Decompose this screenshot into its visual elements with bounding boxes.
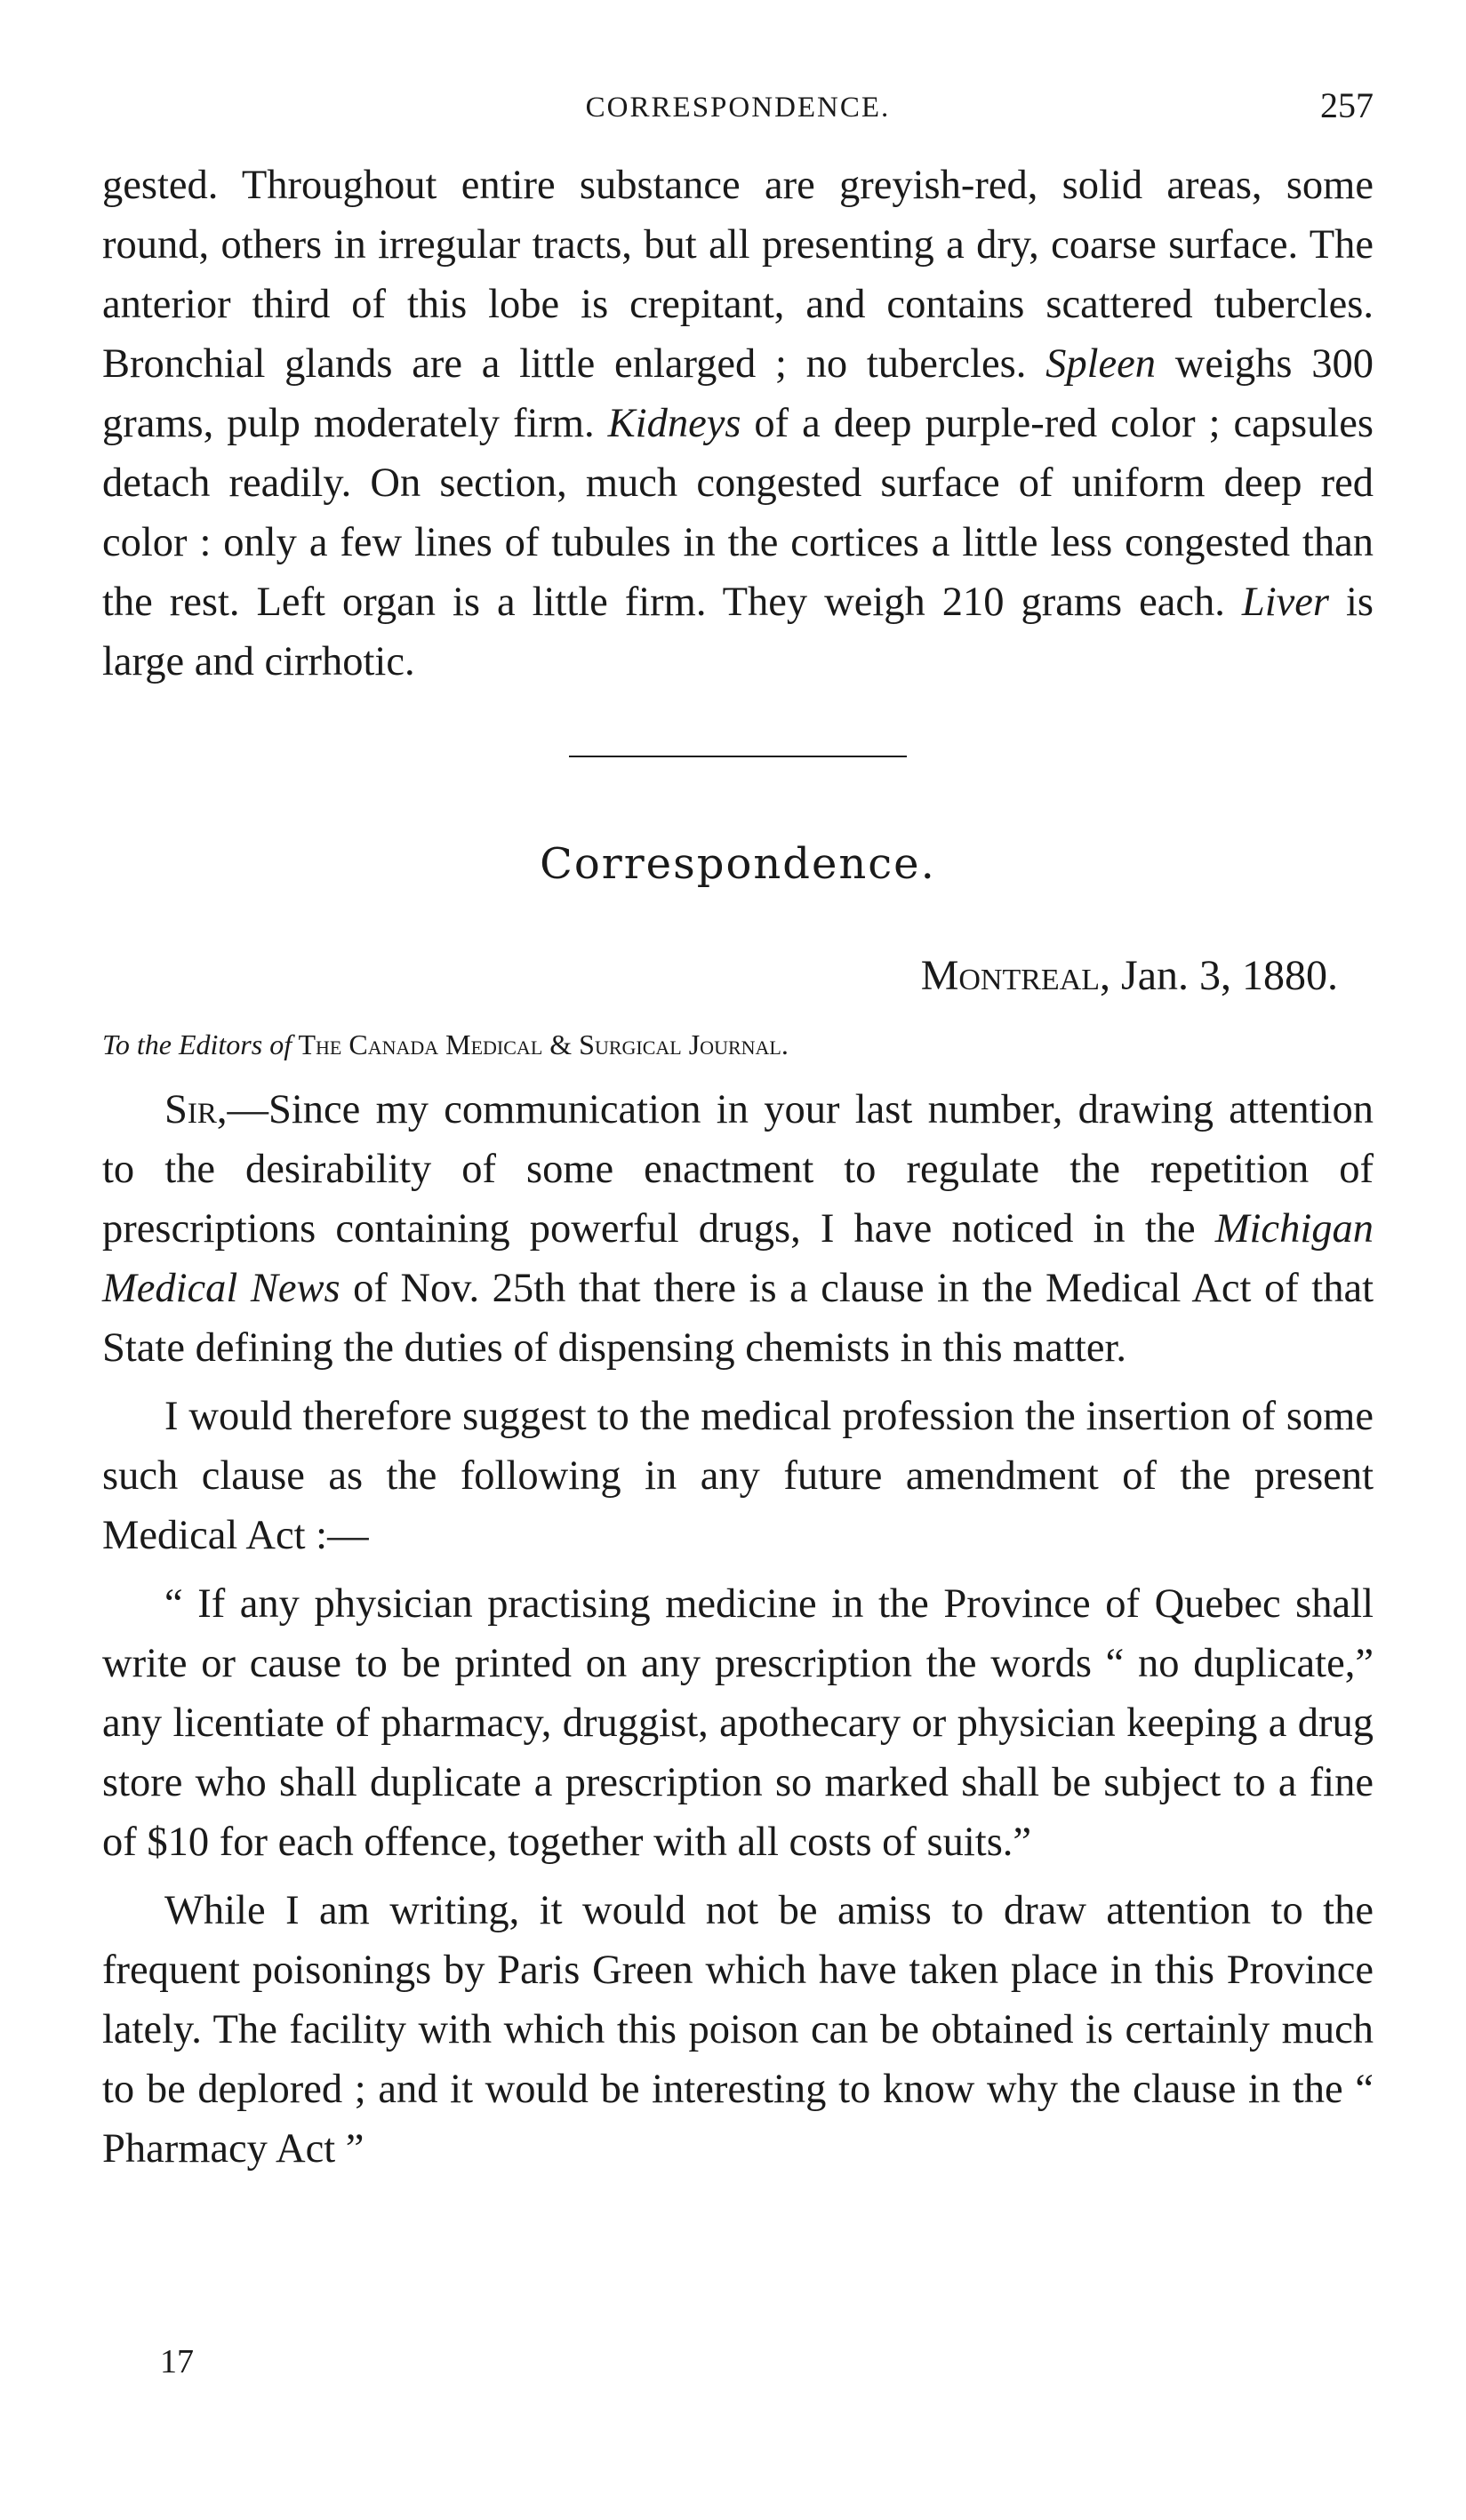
section-divider bbox=[569, 756, 907, 757]
dateline-place: Montreal, bbox=[920, 952, 1111, 999]
journal-title: Michigan Medical News bbox=[102, 1206, 1374, 1311]
signature-mark: 17 bbox=[160, 2343, 194, 2380]
running-head bbox=[102, 84, 1374, 138]
letter-p1-b: of Nov. 25th that there is a clause in the Medical Act of that State defining the duties of dispensing chemists in this matter. bbox=[102, 1266, 1374, 1371]
letter-salutation: Sir, bbox=[164, 1087, 228, 1132]
case-text-a: gested. Throughout entire substance are greyish-red, solid areas, some round, others in irregular tracts, but all presenting a dry, coarse surface. The anterior third of this lobe is crepitant, and contains scattered tubercles. Bronchial glands are a little enlarged ; no tubercles. bbox=[102, 163, 1374, 387]
case-text-d: is large and cirrhotic. bbox=[102, 580, 1374, 684]
dateline bbox=[102, 951, 1374, 1000]
organ-kidneys: Kidneys bbox=[607, 401, 741, 446]
case-paragraph bbox=[102, 156, 1374, 692]
letter-p1-a: —Since my communication in your last number, drawing attention to the desirability of some enactment to regulate the repetition of prescriptions containing powerful drugs, I have noticed in the bbox=[102, 1087, 1374, 1252]
organ-spleen: Spleen bbox=[1045, 341, 1157, 387]
case-text-c: of a deep purple-red color ; capsules detach readily. On section, much congested surface of uniform deep red color : only a few lines of tubules in the cortices a little less congested than the rest. Left organ is a little firm. They weigh 210 grams each. bbox=[102, 401, 1374, 625]
section-heading: Correspondence. bbox=[540, 839, 936, 889]
document-page bbox=[102, 84, 1374, 2179]
letter-paragraph-4: While I am writing, it would not be amiss to draw attention to the frequent poisonings by Paris Green which have taken place in this Province lately. The facility with which this poison can be obtained is certainly much to be deplored ; and it would be interesting to know why the clause in the “ Pharmacy Act ” bbox=[102, 1888, 1374, 2172]
letter-paragraph-3: “ If any physician practising medicine in the Province of Quebec shall write or cause to be printed on any prescription the words “ no duplicate,” any licentiate of pharmacy, druggist, apothecary or physician keeping a drug store who shall duplicate a prescription so marked shall be subject to a fine of $10 for each offence, together with all costs of suits.” bbox=[102, 1581, 1374, 1865]
running-title: CORRESPONDENCE. bbox=[585, 92, 891, 124]
dateline-date: Jan. 3, 1880. bbox=[1110, 952, 1338, 999]
letter-paragraph-1 bbox=[102, 1080, 1374, 1378]
case-text-b: weighs 300 grams, pulp moderately firm. bbox=[102, 341, 1374, 446]
addressee-journal: The Canada Medical & Surgical Journal. bbox=[292, 1028, 789, 1060]
addressee-prefix: To the Editors of bbox=[102, 1028, 292, 1060]
letter-paragraph-2: I would therefore suggest to the medical profession the insertion of some such clause as the following in any future amendment of the present Medical Act :— bbox=[102, 1394, 1374, 1558]
addressee-line bbox=[102, 1025, 1374, 1064]
organ-liver: Liver bbox=[1241, 580, 1329, 625]
page-number: 257 bbox=[1320, 85, 1374, 125]
